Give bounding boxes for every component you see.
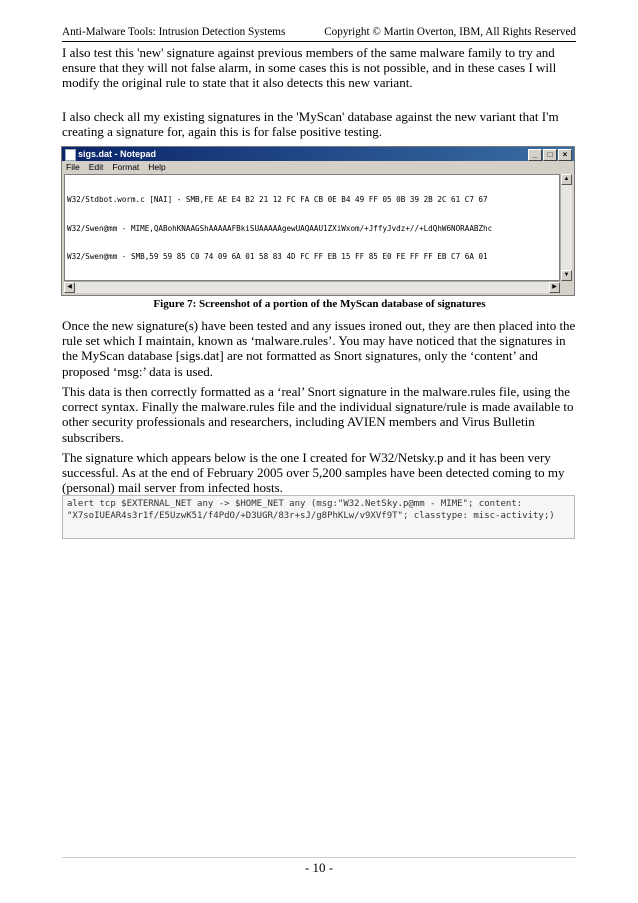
notepad-menubar [62,161,574,173]
notepad-title: sigs.dat - Notepad [78,149,157,159]
snort-rule-code: alert tcp $EXTERNAL_NET any -> $HOME_NET any (msg:"W32.NetSky.p@mm - MIME"; content: "X7soIUEAR4s3r1f/E5UzwK51/f4PdO/+D3UGR/83r+sJ/g8PhKLw/v9XVf9T"; classtype: misc-activity;) [62,495,575,539]
window-buttons [528,149,572,161]
menu-format: Format [112,162,140,172]
notepad-icon [65,149,76,161]
close-icon: × [558,149,572,161]
menu-file: File [66,162,80,172]
paragraph-1: I also test this 'new' signature against previous members of the same malware family to try and ensure that they will not false alarm, in some cases this is not possible, and in these cases I will modify the original rule to state that it also detects this new variant. [62,45,557,91]
paragraph-5: The signature which appears below is the one I created for W32/Netsky.p and it has been very successful. As at the end of February 2005 over 5,200 samples have been detected coming to my (personal) mail server from infected hosts. [62,450,565,496]
header-copyright: Copyright © Martin Overton, IBM, All Rights Reserved [324,26,576,38]
header-title: Anti-Malware Tools: Intrusion Detection Systems [62,26,286,38]
page-number: - 10 - [304,860,334,875]
menu-edit: Edit [88,162,104,172]
figure-caption: Figure 7: Screenshot of a portion of the MyScan database of signatures [153,298,486,310]
scroll-left-icon: ◀ [64,282,75,293]
paragraph-4: This data is then correctly formatted as a ‘real’ Snort signature in the malware.rules file, using the correct syntax. Finally the malware.rules file and the individual signature/rule is made available to other security professionals and researchers, including AVIEN members and Virus Bulletin subscribers. [62,384,574,445]
horizontal-scrollbar [64,281,560,293]
paragraph-3: Once the new signature(s) have been tested and any issues ironed out, they are then placed into the rule set which I maintain, known as ‘malware.rules’. You may have noticed that the signatures in the MyScan database [sigs.dat] are not formatted as Snort signatures, only the ‘content’ and proposed ‘msg:’ data is used. [62,318,576,379]
vertical-scrollbar [560,174,572,281]
paragraph-2: I also check all my existing signatures in the 'MyScan' database against the new variant that I'm creating a signature for, again this is for false positive testing. [62,109,559,140]
scroll-down-icon: ▼ [561,270,572,281]
menu-help: Help [148,162,166,172]
minimize-icon: _ [528,149,542,161]
scroll-right-icon: ▶ [549,282,560,293]
signature-line: W32/Stdbot.worm.c [NAI] - SMB,FE AE E4 B2 21 12 FC FA CB 0E B4 49 FF 05 0B 39 2B 2C 61 C7 67 [67,195,488,204]
maximize-icon: □ [543,149,557,161]
signature-line: W32/Swen@mm - SMB,59 59 85 C0 74 09 6A 01 58 83 4D FC FF EB 15 FF 85 E0 FE FF FF EB C7 6A 01 [67,252,488,261]
notepad-text-area [64,174,560,281]
notepad-screenshot [61,146,575,296]
signature-line: W32/Swen@mm - MIME,QABohKNAAGShAAAAAFBkiSUAAAAAgewUAQAAU1ZXiWxom/+JffyJvdz+//+LdQhW6NORAABZhc [67,223,493,233]
footer-divider [62,857,576,858]
notepad-titlebar [62,147,574,161]
scroll-up-icon: ▲ [561,174,572,185]
running-header [62,26,576,42]
